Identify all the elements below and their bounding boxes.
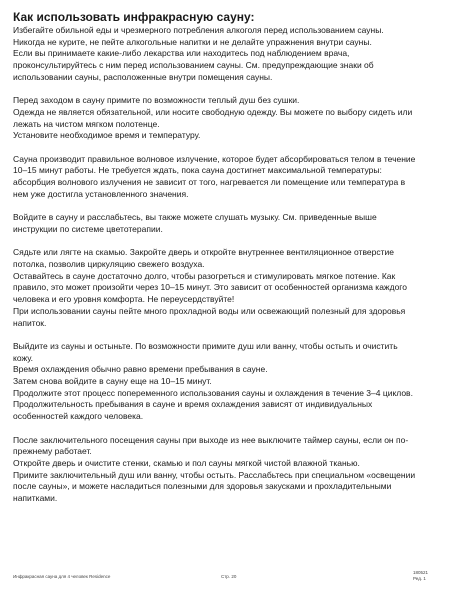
text-line: Откройте дверь и очистите стенки, скамью и пол сауны мягкой чистой влажной тканью. xyxy=(13,457,360,468)
page-title: Как использовать инфракрасную сауну: xyxy=(13,10,255,24)
text-line: особенностей каждого человека. xyxy=(13,411,144,422)
text-line: При использовании сауны пейте много прохладной воды или освежающий полезный для здоровья xyxy=(13,305,406,316)
text-line: Если вы принимаете какие-либо лекарства или находитесь под наблюдением врача, xyxy=(13,48,350,59)
text-line: Выйдите из сауны и остыньте. По возможности примите душ или ванну, чтобы остыть и очистить xyxy=(13,340,398,351)
text-line: Перед заходом в сауну примите по возможности теплый душ без сушки. xyxy=(13,95,300,106)
paragraph-cooling xyxy=(13,341,453,423)
text-line: кожу. xyxy=(13,352,33,363)
footer-document-title: Инфракрасная сауна для 4 человек Residence xyxy=(13,574,111,579)
page-footer xyxy=(0,570,459,590)
document-body xyxy=(13,25,453,505)
text-line: Никогда не курите, не пейте алкогольные напитки и не делайте упражнения внутри сауны. xyxy=(13,36,372,47)
text-line: Продолжите этот процесс попеременного использования сауны и охлаждения в течение 3–4 циклов. xyxy=(13,387,413,398)
text-line: использовании сауны, расположенные внутри помещения сауны. xyxy=(13,71,273,82)
footer-page-number: Стр. 20 xyxy=(221,574,237,579)
text-line: нем уже достигла установленного значения. xyxy=(13,188,189,199)
footer-revision-label: Ред. 1 xyxy=(413,576,426,581)
footer-revision-code: 180521 xyxy=(413,570,429,575)
text-line: прежнему работает. xyxy=(13,446,92,457)
paragraph-before-entering xyxy=(13,95,453,142)
text-line: после сауны», и можете насладиться полезными для здоровья закусками и прохладительными xyxy=(13,481,392,492)
text-line: человека и его уровня комфорта. Не переусердствуйте! xyxy=(13,294,235,305)
text-line: Одежда не является обязательной, или носите свободную одежду. Вы можете по выбору сидеть или xyxy=(13,106,413,117)
paragraph-wave-radiation xyxy=(13,154,453,201)
text-line: 10–15 минут работы. Не требуется ждать, пока сауна достигнет максимальной температуры: xyxy=(13,165,382,176)
text-line: Примите заключительный душ или ванну, чтобы остыть. Расслабьтесь при специальном «освещении xyxy=(13,469,416,480)
text-line: потолка, позволив циркуляцию свежего воздуха. xyxy=(13,259,205,269)
text-line: Сядьте или лягте на скамью. Закройте дверь и откройте внутреннее вентиляционное отверстие xyxy=(13,247,394,258)
paragraph-preparation xyxy=(13,25,453,84)
text-line: Время охлаждения обычно равно времени пребывания в сауне. xyxy=(13,364,268,375)
text-line: Продолжительность пребывания в сауне и время охлаждения зависят от индивидуальных xyxy=(13,399,373,410)
text-line: проконсультируйтесь с ним перед использованием сауны. См. предупреждающие знаки об xyxy=(13,60,374,71)
text-line: Затем снова войдите в сауну еще на 10–15 минут. xyxy=(13,376,212,387)
paragraph-relax xyxy=(13,212,453,235)
paragraph-after-session xyxy=(13,435,453,505)
footer-revision xyxy=(413,570,428,582)
text-line: Войдите в сауну и расслабьтесь, вы также можете слушать музыку. См. приведенные выше xyxy=(13,212,377,223)
text-line: инструкции по системе цветотерапии. xyxy=(13,223,163,234)
text-line: Сауна производит правильное волновое излучение, которое будет абсорбироваться телом в течение xyxy=(13,153,416,164)
text-line: напитками. xyxy=(13,493,58,504)
text-line: После заключительного посещения сауны при выходе из нее выключите таймер сауны, если он по- xyxy=(13,434,409,445)
text-line: правило, это может произойти через 10–15 минут. Это зависит от особенностей организма каждого xyxy=(13,282,407,293)
text-line: Оставайтесь в сауне достаточно долго, чтобы разогреться и стимулировать мягкое потение. Как xyxy=(13,270,396,281)
text-line: Избегайте обильной еды и чрезмерного потребления алкоголя перед использованием сауны. xyxy=(13,25,384,35)
paragraph-sitting xyxy=(13,247,453,329)
text-line: абсорбция волнового излучения не зависит от того, нагревается ли помещение или температура в xyxy=(13,177,406,188)
text-line: Установите необходимое время и температуру. xyxy=(13,130,201,141)
text-line: лежать на чистом мягком полотенце. xyxy=(13,118,160,129)
text-line: напиток. xyxy=(13,317,47,328)
